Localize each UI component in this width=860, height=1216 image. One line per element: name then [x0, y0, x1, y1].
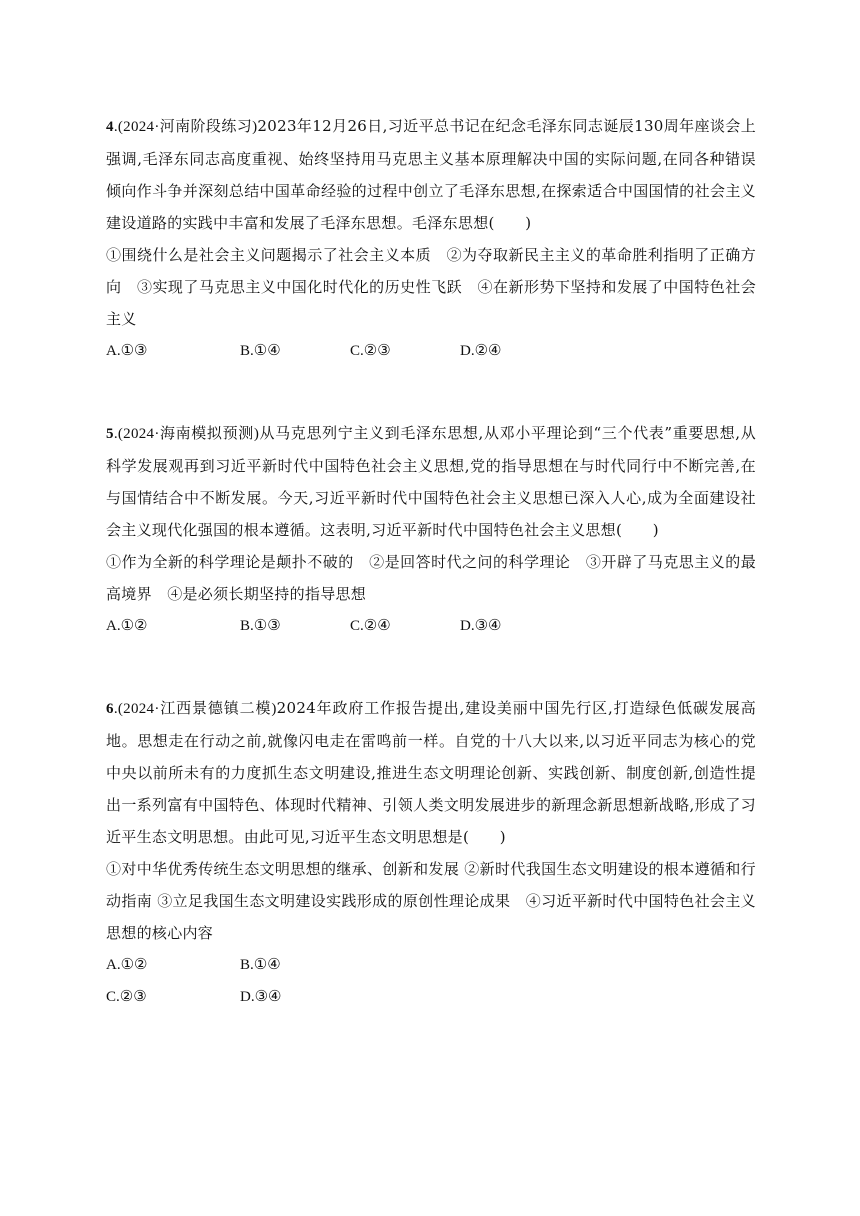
- question-statements: ①作为全新的科学理论是颠扑不破的 ②是回答时代之问的科学理论 ③开辟了马克思主义的最高境界 ④是必须长期坚持的指导思想: [106, 553, 756, 603]
- answer-options: [106, 610, 756, 642]
- question-number: 5: [106, 426, 114, 442]
- question-text: 2023年12月26日,习近平总书记在纪念毛泽东同志诞辰130周年座谈会上强调,毛泽东同志高度重视、始终坚持用马克思主义基本原理解决中国的实际问题,在同各种错误倾向作斗争并深刻总结中国革命经验的过程中创立了毛泽东思想,在探索适合中国国情的社会主义建设道路的实践中丰富和发展了毛泽东思想。毛泽东思想( ): [106, 117, 757, 232]
- option-a[interactable]: A.①②: [106, 618, 148, 634]
- option-c[interactable]: C.②④: [350, 618, 391, 634]
- option-d[interactable]: D.③④: [240, 989, 282, 1005]
- question-statements: ①围绕什么是社会主义问题揭示了社会主义本质 ②为夺取新民主主义的革命胜利指明了正确方向 ③实现了马克思主义中国化时代化的历史性飞跃 ④在新形势下坚持和发展了中国特色社会主义: [106, 246, 756, 328]
- question-6: [106, 692, 756, 1013]
- answer-options-row-2: [106, 981, 756, 1013]
- option-c[interactable]: C.②③: [350, 343, 391, 359]
- question-text: 2024年政府工作报告提出,建设美丽中国先行区,打造绿色低碳发展高地。思想走在行动之前,就像闪电走在雷鸣前一样。自党的十八大以来,以习近平同志为核心的党中央以前所未有的力度抓生态文明建设,推进生态文明理论创新、实践创新、制度创新,创造性提出一系列富有中国特色、体现时代精神、引领人类文明发展进步的新理念新思想新战略,形成了习近平生态文明思想。由此可见,习近平生态文明思想是( ): [106, 699, 756, 846]
- question-4: [106, 110, 756, 367]
- question-source: .(2024·江西景德镇二模): [113, 701, 277, 717]
- question-stem: [106, 692, 756, 853]
- option-b[interactable]: B.①③: [240, 618, 281, 634]
- option-d[interactable]: D.②④: [460, 343, 502, 359]
- question-number: 6: [106, 701, 114, 717]
- option-b[interactable]: B.①④: [240, 343, 281, 359]
- option-a[interactable]: A.①②: [106, 957, 148, 973]
- question-source: .(2024·河南阶段练习): [113, 119, 258, 135]
- question-statements: ①对中华优秀传统生态文明思想的继承、创新和发展 ②新时代我国生态文明建设的根本遵循和行动指南 ③立足我国生态文明建设实践形成的原创性理论成果 ④习近平新时代中国特色社会主义思想的核心内容: [106, 860, 756, 942]
- question-stem: [106, 417, 756, 546]
- option-b[interactable]: B.①④: [240, 957, 281, 973]
- question-number: 4: [106, 119, 114, 135]
- option-a[interactable]: A.①③: [106, 343, 148, 359]
- question-source: .(2024·海南模拟预测): [113, 426, 260, 442]
- answer-options: [106, 335, 756, 367]
- option-c[interactable]: C.②③: [106, 989, 147, 1005]
- answer-options-row-1: [106, 949, 756, 981]
- question-text: 从马克思列宁主义到毛泽东思想,从邓小平理论到“三个代表”重要思想,从科学发展观再到习近平新时代中国特色社会主义思想,党的指导思想在与时代同行中不断完善,在与国情结合中不断发展。今天,习近平新时代中国特色社会主义思想已深入人心,成为全面建设社会主义现代化强国的根本遵循。这表明,习近平新时代中国特色社会主义思想( ): [106, 424, 757, 539]
- question-5: [106, 417, 756, 642]
- question-stem: [106, 110, 756, 239]
- option-d[interactable]: D.③④: [460, 618, 502, 634]
